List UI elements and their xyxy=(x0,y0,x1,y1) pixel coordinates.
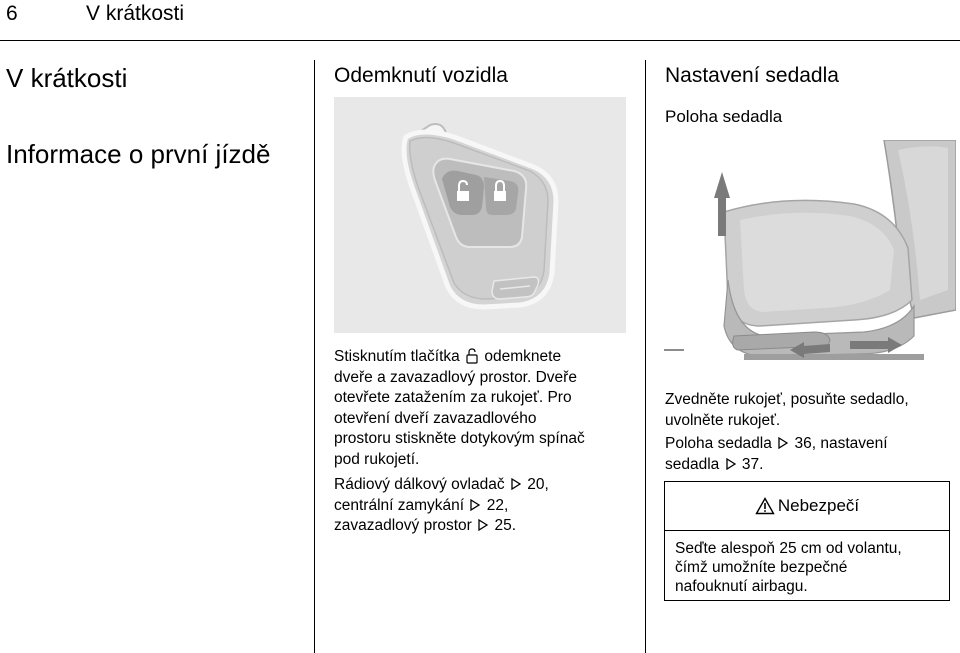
seat-instructions-line-2: uvolněte rukojeť. xyxy=(665,411,781,429)
backward-arrow-icon xyxy=(790,342,830,358)
unlock-paragraph-line-6: pod rukojetí. xyxy=(334,450,420,468)
unlock-paragraph-line-4: otevření dveří zavazadlového xyxy=(334,409,537,427)
header-rule xyxy=(0,40,960,41)
chapter-subheading: Informace o první jízdě xyxy=(6,139,271,169)
warning-body xyxy=(665,531,949,596)
reference-central-locking[interactable]: centrální zamykání 22, xyxy=(334,496,509,514)
warning-line-1: Seďte alespoň 25 cm od volantu, xyxy=(675,540,902,557)
page-reference-icon xyxy=(778,437,788,449)
page-number: 6 xyxy=(6,2,18,25)
key-fob-figure xyxy=(334,97,626,333)
unlock-paragraph-line-1: Stisknutím tlačítka odemknete xyxy=(334,348,562,365)
warning-header xyxy=(665,482,949,531)
section-title-unlock: Odemknutí vozidla xyxy=(334,64,508,87)
reference-seat-position[interactable]: Poloha sedadla 36, nastavení xyxy=(665,435,888,452)
subsection-title-seat-position: Poloha sedadla xyxy=(665,107,783,126)
seat-adjustment-figure xyxy=(664,140,956,364)
forward-arrow-icon xyxy=(850,337,902,353)
unlock-paragraph-line-5: prostoru stiskněte dotykovým spínač xyxy=(334,430,585,447)
reference-seat-adjustment[interactable]: sedadla 37. xyxy=(665,455,764,473)
page-reference-icon xyxy=(726,458,736,470)
warning-line-3: nafouknutí airbagu. xyxy=(675,578,808,595)
reference-luggage-compartment[interactable]: zavazadlový prostor 25. xyxy=(334,517,517,534)
section-title-seat: Nastavení sedadla xyxy=(665,64,839,87)
reference-remote-control[interactable]: Rádiový dálkový ovladač 20, xyxy=(334,476,549,493)
unlock-paragraph-line-2: dveře a zavazadlový prostor. Dveře xyxy=(334,368,577,386)
warning-title: Nebezpečí xyxy=(777,496,860,515)
warning-triangle-icon xyxy=(755,497,775,515)
warning-line-2: čímž umožníte bezpečné xyxy=(675,559,848,576)
seat-references-paragraph xyxy=(665,434,955,475)
seat-instructions-paragraph xyxy=(665,390,955,431)
page-reference-icon xyxy=(511,478,521,490)
chapter-heading: V krátkosti xyxy=(6,63,128,93)
page-reference-icon xyxy=(470,499,480,511)
unlock-paragraph-line-3: otevřete zatažením za rukojeť. Pro xyxy=(334,389,572,406)
seat-instructions-line-1: Zvedněte rukojeť, posuňte sedadlo, xyxy=(665,391,909,408)
unlock-icon xyxy=(466,348,478,364)
warning-box xyxy=(664,481,950,601)
column-rule-left xyxy=(314,60,315,653)
slide-arrows-figure xyxy=(790,335,902,361)
references-paragraph xyxy=(334,475,634,537)
column-rule-right xyxy=(645,60,646,653)
page-reference-icon xyxy=(478,519,488,531)
unlock-paragraph xyxy=(334,347,634,470)
running-title: V krátkosti xyxy=(86,2,185,25)
